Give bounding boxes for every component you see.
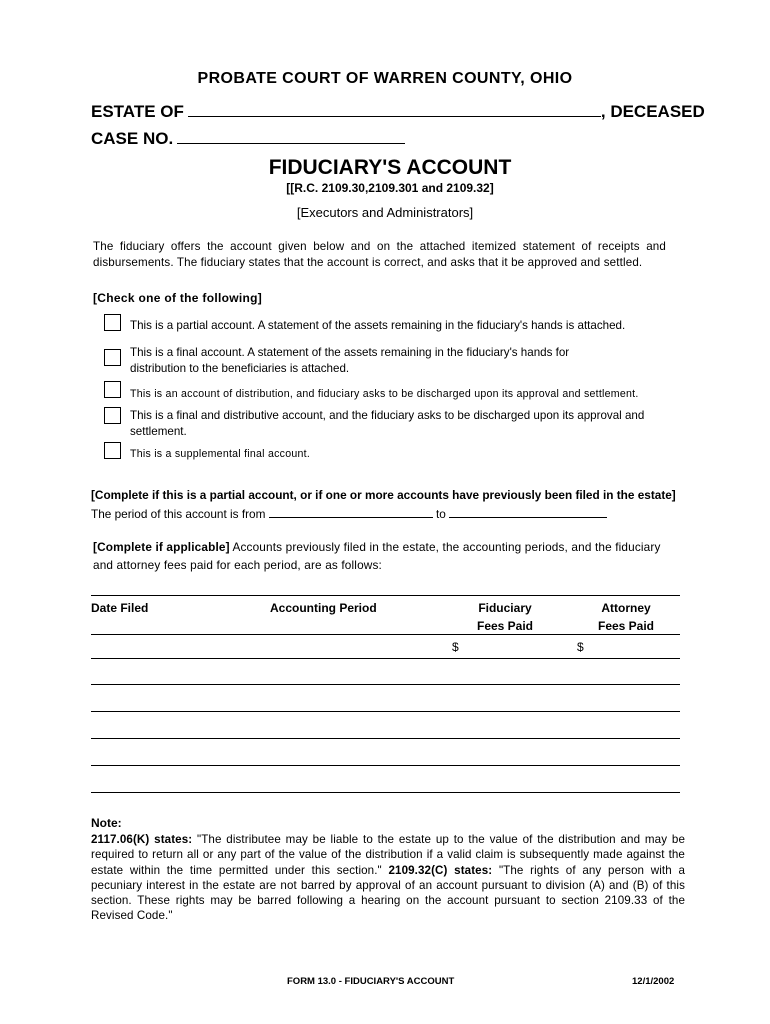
form-date: 12/1/2002 [632,976,675,987]
applicable-instruction: [Complete if applicable] [93,540,230,554]
check-heading: [Check one of the following] [93,291,263,305]
note-ref-2109: 2109.32(C) states: [388,863,493,877]
estate-of-label: ESTATE OF [91,102,184,121]
option-final-account: This is a final account. A statement of the assets remaining in the fiduciary's hands for distribution to the beneficiaries is attached. [130,346,570,375]
estate-of-line [91,102,705,122]
table-row-line[interactable] [91,684,680,685]
option-partial-account: This is a partial account. A statement of the assets remaining in the fiduciary's hands is attached. [130,319,626,332]
note-body [91,832,685,924]
court-name: PROBATE COURT OF WARREN COUNTY, OHIO [197,70,573,87]
partial-instruction: [Complete if this is a partial account, or if one or more accounts have previously been filed in the estate] [91,488,676,502]
col-accounting-period: Accounting Period [270,601,377,615]
applicable-text: Accounts previously filed in the estate, the accounting periods, and the fiduciary and attorney fees paid for each period, are as follows: [93,540,661,572]
col-attorney-label-1: Attorney [601,601,651,615]
attorney-currency: $ [577,640,584,654]
final-distributive-checkbox[interactable] [104,407,121,424]
supplemental-account-checkbox[interactable] [104,442,121,459]
case-no-label: CASE NO. [91,129,174,148]
col-attorney-label-2: Fees Paid [597,619,655,633]
form-number: FORM 13.0 - FIDUCIARY'S ACCOUNT [287,976,455,987]
note-text-2117: "The distributee may be liable to the estate up to the value of the distribution and may be required to return all or any part of the value of the distribution if a valid claim is subsequently made against the estate within the time permitted under this section." [91,833,686,877]
table-row-line[interactable] [91,711,680,712]
fiduciary-currency: $ [452,640,459,654]
table-row-line[interactable] [91,658,680,659]
partial-account-checkbox[interactable] [104,314,121,331]
option-distribution-account: This is an account of distribution, and fiduciary asks to be discharged upon its approval and settlement. [130,388,639,400]
distribution-account-checkbox[interactable] [104,381,121,398]
case-number-line [91,129,405,149]
form-title: FIDUCIARY'S ACCOUNT [268,156,512,179]
note-ref-2117: 2117.06(K) states: [91,833,193,846]
col-attorney-fees [586,599,666,635]
note-text-2109: "The rights of any person with a pecuniary interest in the estate are not barred by approval of an account pursuant to division (A) and (B) of this section. These rights may be barred following a hearing on the account pursuant to section 2109.33 of the Revised Code." [91,863,686,923]
col-fiduciary-label-2: Fees Paid [476,619,534,633]
form-subtitle: [Executors and Administrators] [296,205,474,220]
account-period-section [91,486,676,524]
col-fiduciary-label-1: Fiduciary [478,601,532,615]
table-top-rule [91,595,680,596]
table-row-line[interactable] [91,738,680,739]
col-date-filed: Date Filed [91,601,149,615]
table-header-rule [91,634,680,635]
case-number-field[interactable] [177,129,405,144]
period-from-field[interactable] [269,505,433,518]
period-to-field[interactable] [449,505,607,518]
note-heading: Note: [91,816,122,830]
deceased-label: , DECEASED [600,102,705,121]
option-supplemental-account: This is a supplemental final account. [130,448,311,460]
period-to-label: to [435,507,446,521]
estate-name-field[interactable] [188,102,601,117]
table-row-line[interactable] [91,792,680,793]
option-final-distributive: This is a final and distributive account, and the fiduciary asks to be discharged upon its approval and settlement. [130,409,645,438]
final-account-checkbox[interactable] [104,349,121,366]
table-row-line[interactable] [91,765,680,766]
intro-paragraph: The fiduciary offers the account given below and on the attached itemized statement of receipts and disbursements. The fiduciary states that the account is correct, and asks that it be approved and settled. [93,240,666,269]
period-from-label: The period of this account is from [91,507,266,521]
previous-accounts-paragraph [93,539,676,574]
col-fiduciary-fees [465,599,545,635]
statute-reference: [[R.C. 2109.30,2109.301 and 2109.32] [286,181,494,195]
